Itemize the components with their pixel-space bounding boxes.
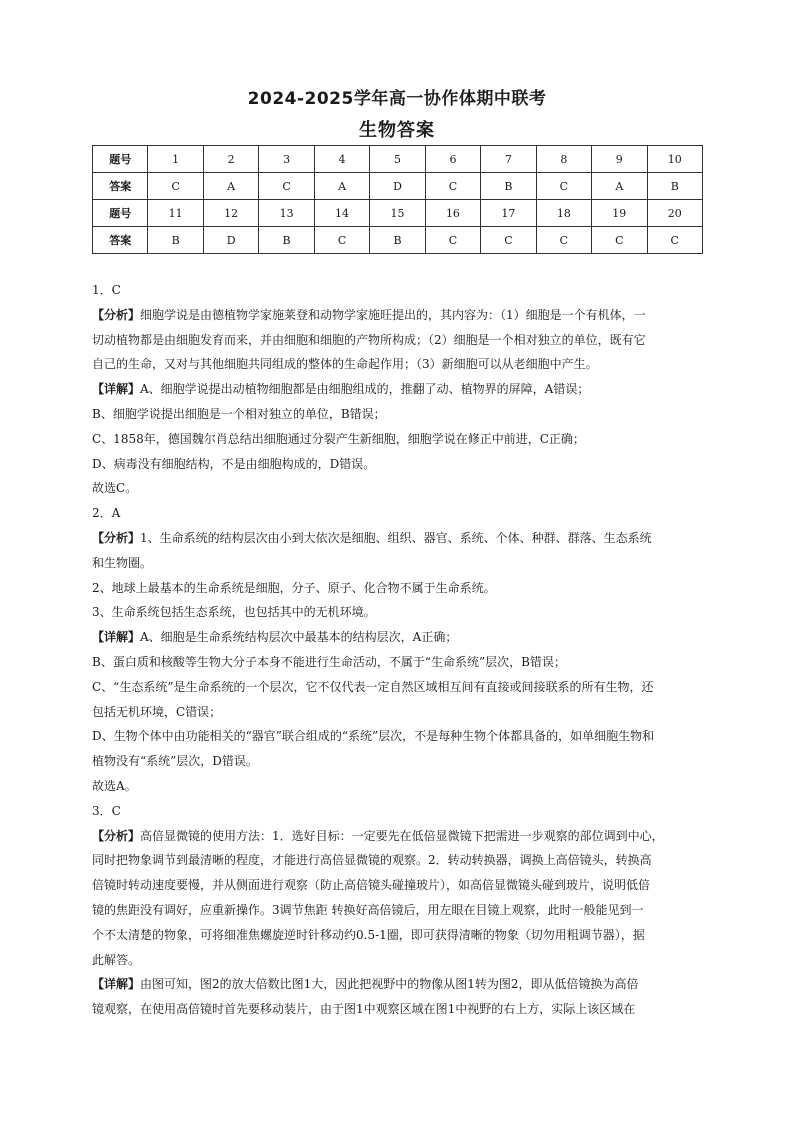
line-text: 1、生命系统的结构层次由小到大依次是细胞、组织、器官、系统、个体、种群、群落、生态系统 <box>140 530 652 545</box>
section-tag: 【详解】 <box>92 977 141 992</box>
line-text: C、1858年，德国魏尔肖总结出细胞通过分裂产生新细胞，细胞学说在修正中前进，C正确； <box>92 431 585 446</box>
answer-cell: A <box>203 173 258 200</box>
line-text: 镜的焦距没有调好，应重新操作。3调节焦距 转换好高倍镜后，用左眼在目镜上观察，此时一般能见到一 <box>92 902 644 917</box>
text-line <box>92 799 702 824</box>
answer-table <box>92 145 703 254</box>
question-number-cell: 4 <box>314 146 369 173</box>
text-line <box>92 501 702 526</box>
line-text: 包括无机环境，C错误； <box>92 704 222 719</box>
question-number-row <box>93 200 703 227</box>
question-number-cell: 14 <box>314 200 369 227</box>
answer-cell: B <box>370 227 425 254</box>
answer-row <box>93 173 703 200</box>
explanation-body <box>92 278 702 1022</box>
question-number-cell: 2 <box>203 146 258 173</box>
line-text: A、细胞是生命系统结构层次中最基本的结构层次，A正确； <box>140 630 458 645</box>
question-number-cell: 3 <box>259 146 314 173</box>
text-line <box>92 352 702 377</box>
section-tag: 【分析】 <box>92 530 141 545</box>
question-number-cell: 19 <box>592 200 647 227</box>
question-number-cell: 15 <box>370 200 425 227</box>
answer-row <box>93 227 703 254</box>
answer-cell: C <box>536 227 591 254</box>
answer-cell: C <box>259 173 314 200</box>
line-text: C、“生态系统”是生命系统的一个层次，它不仅代表一定自然区域相互间有直接或间接联系的所有生物，还 <box>92 679 654 694</box>
text-line <box>92 328 702 353</box>
line-text: 和生物圈。 <box>92 555 153 570</box>
text-line <box>92 700 702 725</box>
question-number-cell: 18 <box>536 200 591 227</box>
question-number-header-cell: 题号 <box>93 200 148 227</box>
question-number-cell: 12 <box>203 200 258 227</box>
line-text: 1．C <box>92 283 121 297</box>
text-line <box>92 923 702 948</box>
text-line <box>92 377 702 402</box>
answer-cell: A <box>314 173 369 200</box>
line-text: 3．C <box>92 803 121 818</box>
text-line <box>92 675 702 700</box>
question-number-cell: 16 <box>425 200 480 227</box>
question-number-cell: 11 <box>148 200 203 227</box>
text-line <box>92 824 702 849</box>
answer-cell: B <box>148 227 203 254</box>
line-text: 切动植物都是由细胞发育而来，并由细胞和细胞的产物所构成；（2）细胞是一个相对独立的单位，既有它 <box>92 332 646 347</box>
answer-cell: B <box>647 173 702 200</box>
text-line <box>92 551 702 576</box>
answer-cell: D <box>370 173 425 200</box>
question-number-header-cell: 题号 <box>93 146 148 173</box>
line-text: 3、生命系统包括生态系统，也包括其中的无机环境。 <box>92 605 376 620</box>
answer-cell: C <box>647 227 702 254</box>
answer-cell: C <box>425 227 480 254</box>
question-number-cell: 7 <box>481 146 536 173</box>
section-tag: 【详解】 <box>92 382 141 397</box>
line-text: D、生物个体中由功能相关的“器官”联合组成的“系统”层次，不是每种生物个体都具备的，如单细胞生物和 <box>92 729 655 744</box>
answer-cell: B <box>259 227 314 254</box>
text-line <box>92 278 702 303</box>
text-line <box>92 576 702 601</box>
text-line <box>92 476 702 501</box>
text-line <box>92 625 702 650</box>
text-line <box>92 526 702 551</box>
answer-cell: D <box>203 227 258 254</box>
answer-cell: C <box>148 173 203 200</box>
answer-cell: C <box>314 227 369 254</box>
line-text: 故选A。 <box>92 778 137 793</box>
answer-cell: C <box>536 173 591 200</box>
line-text: 同时把物象调节到最清晰的程度，才能进行高倍显微镜的观察。2．转动转换器，调换上高倍镜头，转换高 <box>92 853 652 868</box>
answer-cell: C <box>481 227 536 254</box>
text-line <box>92 452 702 477</box>
line-text: B、细胞学说提出细胞是一个相对独立的单位，B错误； <box>92 406 386 421</box>
text-line <box>92 749 702 774</box>
question-number-cell: 20 <box>647 200 702 227</box>
answer-header-cell: 答案 <box>93 173 148 200</box>
question-number-cell: 1 <box>148 146 203 173</box>
line-text: 此解答。 <box>92 952 141 967</box>
question-number-cell: 13 <box>259 200 314 227</box>
text-line <box>92 427 702 452</box>
question-number-cell: 8 <box>536 146 591 173</box>
question-number-cell: 6 <box>425 146 480 173</box>
text-line <box>92 848 702 873</box>
section-tag: 【分析】 <box>92 307 141 322</box>
section-tag: 【分析】 <box>92 828 141 843</box>
text-line <box>92 997 702 1022</box>
text-line <box>92 948 702 973</box>
line-text: 自己的生命，又对与其他细胞共同组成的整体的生命起作用；（3）新细胞可以从老细胞中产生。 <box>92 357 598 372</box>
text-line <box>92 402 702 427</box>
line-text: 镜观察，在使用高倍镜时首先要移动装片，由于图1中观察区域在图1中视野的右上方，实际上该区域在 <box>92 1002 636 1017</box>
text-line <box>92 972 702 997</box>
answer-cell: A <box>592 173 647 200</box>
exam-title: 2024-2025学年高一协作体期中联考 <box>247 89 547 109</box>
text-line <box>92 873 702 898</box>
line-text: 2．A <box>92 506 121 521</box>
subject-title: 生物答案 <box>359 120 435 141</box>
answer-cell: C <box>425 173 480 200</box>
line-text: D、病毒没有细胞结构，不是由细胞构成的，D错误。 <box>92 456 376 471</box>
line-text: 细胞学说是由德植物学家施莱登和动物学家施旺提出的，其内容为：（1）细胞是一个有机体，一 <box>140 307 646 322</box>
text-line <box>92 774 702 799</box>
question-number-cell: 5 <box>370 146 425 173</box>
line-text: 个不太清楚的物象，可将细准焦螺旋逆时针移动约0.5-1圈，即可获得清晰的物象（切勿用粗调节器），据 <box>92 927 645 942</box>
section-tag: 【详解】 <box>92 630 141 645</box>
text-line <box>92 724 702 749</box>
line-text: 故选C。 <box>92 481 138 496</box>
text-line <box>92 898 702 923</box>
question-number-row <box>93 146 703 173</box>
answer-cell: B <box>481 173 536 200</box>
answer-header-cell: 答案 <box>93 227 148 254</box>
question-number-cell: 17 <box>481 200 536 227</box>
question-number-cell: 9 <box>592 146 647 173</box>
line-text: 由图可知，图2的放大倍数比图1大，因此把视野中的物像从图1转为图2，即从低倍镜换为高倍 <box>140 977 639 992</box>
line-text: 植物没有“系统”层次，D错误。 <box>92 754 258 769</box>
text-line <box>92 600 702 625</box>
question-number-cell: 10 <box>647 146 702 173</box>
line-text: 倍镜时转动速度要慢，并从侧面进行观察（防止高倍镜头碰撞玻片），如高倍显微镜头碰到玻片，说明低倍 <box>92 878 651 893</box>
line-text: A、细胞学说提出动植物细胞都是由细胞组成的，推翻了动、植物界的屏障，A错误； <box>140 382 590 397</box>
line-text: 2、地球上最基本的生命系统是细胞，分子、原子、化合物不属于生命系统。 <box>92 580 496 595</box>
text-line <box>92 650 702 675</box>
line-text: 高倍显微镜的使用方法：1．选好目标：一定要先在低倍显微镜下把需进一步观察的部位调到中心， <box>140 828 664 843</box>
line-text: B、蛋白质和核酸等生物大分子本身不能进行生命活动，不属于“生命系统”层次，B错误； <box>92 654 566 669</box>
answer-cell: C <box>592 227 647 254</box>
text-line <box>92 303 702 328</box>
